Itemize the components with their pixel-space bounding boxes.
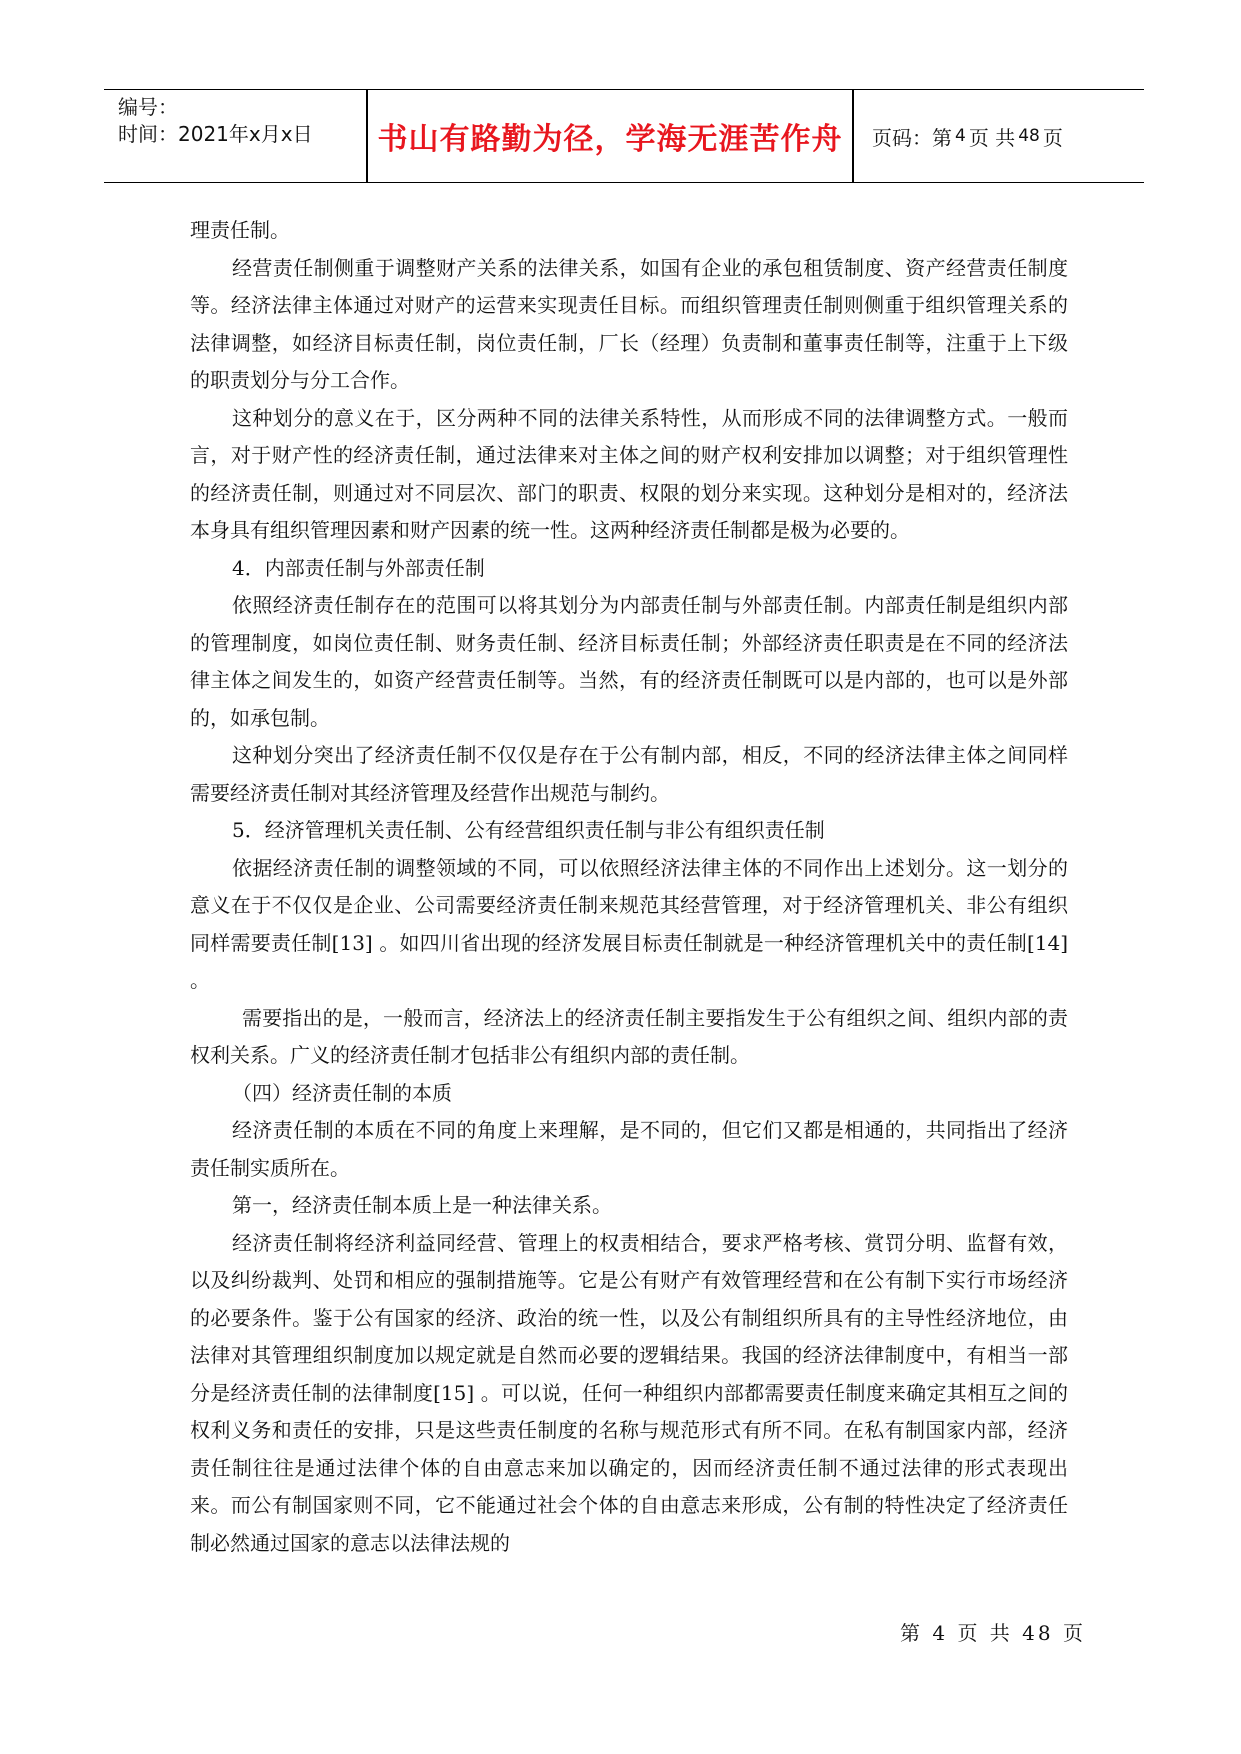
section-heading: 5．经济管理机关责任制、公有经营组织责任制与非公有组织责任制 <box>232 818 825 842</box>
header-divider <box>852 90 854 182</box>
paragraph: 这种划分突出了经济责任制不仅仅是存在于公有制内部，相反，不同的经济法律主体之间同样需要经济责任制对其经济管理及经营作出规范与制约。 <box>190 743 1068 805</box>
document-body <box>190 212 1068 1562</box>
section-heading: （四）经济责任制的本质 <box>232 1080 452 1105</box>
paragraph: 这种划分的意义在于，区分两种不同的法律关系特性，从而形成不同的法律调整方式。一般而言，对于财产性的经济责任制，通过法律来对主体之间的财产权利安排加以调整；对于组织管理性的经济责任制，则通过对不同层次、部门的职责、权限的划分来实现。这种划分是相对的，经济法本身具有组织管理因素和财产因素的统一性。这两种经济责任制都是极为必要的。 <box>190 405 1068 542</box>
page-current: 4 <box>955 126 966 146</box>
paragraph: 经营责任制侧重于调整财产关系的法律关系，如国有企业的承包租赁制度、资产经营责任制度等。经济法律主体通过对财产的运营来实现责任目标。而组织管理责任制则侧重于组织管理关系的法律调整，如经济目标责任制，岗位责任制，厂长（经理）负责制和董事责任制等，注重于上下级的职责划分与分工合作。 <box>190 255 1068 392</box>
number-label: 编号： <box>118 95 178 119</box>
header-info <box>118 94 313 148</box>
paragraph: 经济责任制的本质在不同的角度上来理解，是不同的，但它们又都是相通的，共同指出了经济责任制实质所在。 <box>190 1118 1068 1180</box>
page-prefix: 页码：第 <box>872 125 952 150</box>
paragraph: 理责任制。 <box>190 218 290 242</box>
paragraph: 需要指出的是，一般而言，经济法上的经济责任制主要指发生于公有组织之间、组织内部的责权利关系。广义的经济责任制才包括非公有组织内部的责任制。 <box>190 1005 1068 1067</box>
paragraph: 依据经济责任制的调整领域的不同，可以依照经济法律主体的不同作出上述划分。这一划分的意义在于不仅仅是企业、公司需要经济责任制来规范其经营管理，对于经济管理机关、非公有组织同样需要责任制[13] 。如四川省出现的经济发展目标责任制就是一种经济管理机关中的责任制[14] 。 <box>190 855 1068 992</box>
paragraph: 依照经济责任制存在的范围可以将其划分为内部责任制与外部责任制。内部责任制是组织内部的管理制度，如岗位责任制、财务责任制、经济目标责任制；外部经济责任职责是在不同的经济法律主体之间发生的，如资产经营责任制等。当然，有的经济责任制既可以是内部的，也可以是外部的，如承包制。 <box>190 593 1068 730</box>
time-label: 时间：2021年x月x日 <box>118 122 313 146</box>
page-total: 48 <box>1018 126 1040 146</box>
paragraph: 第一，经济责任制本质上是一种法律关系。 <box>232 1193 612 1217</box>
header-motto: 书山有路勤为径，学海无涯苦作舟 <box>377 122 843 157</box>
paragraph: 经济责任制将经济利益同经营、管理上的权责相结合，要求严格考核、赏罚分明、监督有效，以及纠纷裁判、处罚和相应的强制措施等。它是公有财产有效管理经营和在公有制下实行市场经济的必要条件。鉴于公有国家的经济、政治的统一性，以及公有制组织所具有的主导性经济地位，由法律对其管理组织制度加以规定就是自然而必要的逻辑结果。我国的经济法律制度中，有相当一部分是经济责任制的法律制度[15] 。可以说，任何一种组织内部都需要责任制度来确定其相互之间的权利义务和责任的安排，只是这些责任制度的名称与规范形式有所不同。在私有制国家内部，经济责任制往往是通过法律个体的自由意志来加以确定的，因而经济责任制不通过法律的形式表现出来。而公有制国家则不同，它不能通过社会个体的自由意志来形成，公有制的特性决定了经济责任制必然通过国家的意志以法律法规的 <box>190 1230 1068 1555</box>
section-heading: 4．内部责任制与外部责任制 <box>232 555 485 580</box>
page-header <box>104 89 1144 183</box>
page-suffix: 页 <box>1042 125 1063 150</box>
header-page-number <box>872 90 1063 182</box>
page-mid: 页 共 <box>968 125 1016 150</box>
page-footer: 第 4 页 共 48 页 <box>900 1621 1086 1645</box>
